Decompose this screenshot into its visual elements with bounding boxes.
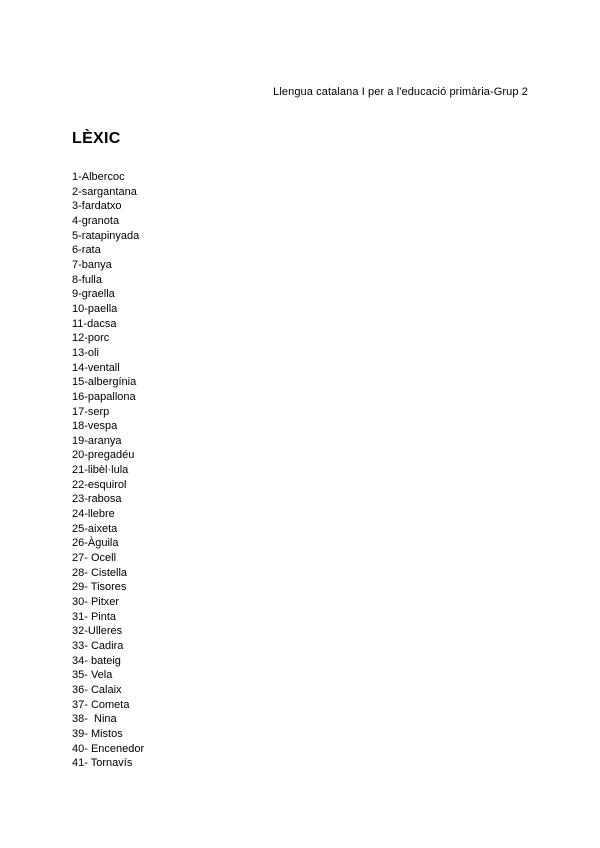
vocabulary-item: 37- Cometa	[72, 698, 130, 711]
vocabulary-item: 22-esquirol	[72, 478, 127, 491]
vocabulary-item: 41- Tornavís	[72, 757, 133, 770]
vocabulary-item: 18-vespa	[72, 420, 118, 433]
vocabulary-item: 33- Cadira	[72, 640, 124, 652]
vocabulary-item: 17-serp	[72, 405, 110, 418]
vocabulary-item: 39- Mistos	[72, 727, 123, 740]
vocabulary-item: 36- Calaix	[72, 683, 122, 696]
vocabulary-item: 3-fardatxo	[72, 200, 122, 213]
vocabulary-item: 25-aixeta	[72, 522, 118, 535]
vocabulary-item: 20-pregadéu	[72, 449, 135, 462]
vocabulary-item: 32-Ulleres	[72, 625, 123, 638]
vocabulary-item: 27- Ocell	[72, 552, 117, 565]
vocabulary-item: 29- Tisores	[72, 581, 127, 594]
page-title: LÈXIC	[72, 130, 121, 147]
vocabulary-item: 19-aranya	[72, 434, 122, 447]
vocabulary-item: 16-papallona	[72, 390, 136, 403]
vocabulary-item: 5-ratapinyada	[72, 229, 140, 242]
vocabulary-item: 15-albergínia	[72, 376, 137, 389]
vocabulary-item: 14-ventall	[72, 361, 120, 374]
vocabulary-item: 23-rabosa	[72, 493, 122, 506]
vocabulary-item: 4-granota	[72, 214, 120, 227]
vocabulary-item: 31- Pinta	[72, 610, 117, 623]
vocabulary-item: 10-paella	[72, 302, 118, 315]
vocabulary-item: 6-rata	[72, 244, 101, 257]
vocabulary-item: 24-llebre	[72, 508, 115, 521]
vocabulary-item: 40- Encenedor	[72, 742, 145, 755]
vocabulary-item: 8-fulla	[72, 273, 102, 286]
vocabulary-item: 11-dacsa	[72, 317, 117, 330]
vocabulary-item: 38- Nina	[72, 713, 117, 726]
vocabulary-list	[72, 170, 144, 771]
vocabulary-item: 35- Vela	[72, 669, 113, 682]
vocabulary-item: 26-Àguila	[72, 537, 119, 550]
vocabulary-item: 1-Albercoc	[72, 171, 125, 183]
vocabulary-item: 21-libèl·lula	[72, 464, 129, 477]
vocabulary-item: 7-banya	[72, 258, 112, 271]
vocabulary-item: 2-sargantana	[72, 185, 137, 198]
vocabulary-item: 34- bateig	[72, 654, 121, 667]
vocabulary-item: 28- Cistella	[72, 566, 128, 579]
vocabulary-item: 12-porc	[72, 332, 110, 345]
vocabulary-item: 9-graella	[72, 288, 115, 301]
page-header: Llengua catalana I per a l'educació primària-Grup 2	[273, 86, 528, 98]
vocabulary-item: 30- Pitxer	[72, 596, 120, 609]
vocabulary-item: 13-oli	[72, 346, 99, 359]
